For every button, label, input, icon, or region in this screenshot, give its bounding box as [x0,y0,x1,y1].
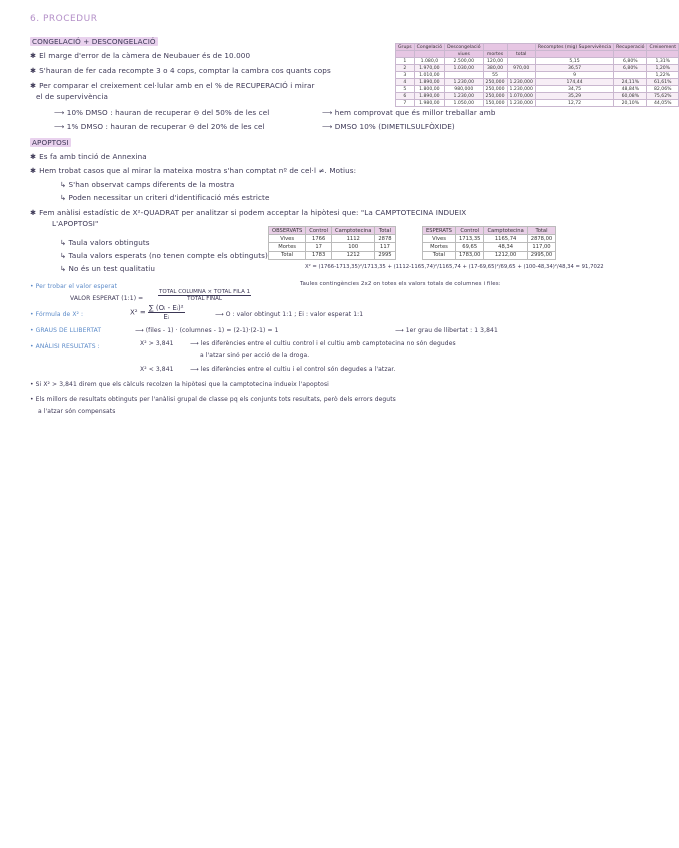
exp-table-cell: Mortes [423,243,456,251]
exp-table-cell: 1713,35 [455,235,483,243]
big-table-cell: 980,000 [445,86,483,93]
table-row [269,235,396,243]
table-row [423,251,556,259]
line-a1: Es fa amb tinció de Annexina [39,152,147,161]
big-table-cell: 1.230,00 [445,79,483,86]
line-l4: 10% DMSO : hauran de recuperar ⊖ del 50% de les cel [66,108,270,117]
big-table-cell [614,72,647,79]
obs-header-cell: Control [306,227,332,235]
line-a2: Hem trobat casos que al mirar la mateixa mostra s'han comptat nº de cel·l ≠. Motius: [39,166,357,175]
big-table-cell: 1.050,00 [445,100,483,107]
line-a13: ANÀLISI RESULTATS : [35,343,100,350]
big-table-cell: 380,00 [483,65,507,72]
obs-table-cell: 100 [332,243,375,251]
big-subheader-cell [535,51,613,58]
exp-header-cell: ESPERATS [423,227,456,235]
big-table-cell: 60,08% [614,93,647,100]
big-table-cell: 82,06% [647,86,679,93]
big-table-cell: 6 [396,93,415,100]
table-row [396,100,679,107]
big-table-cell: 1.800,00 [414,86,444,93]
line-l3: Per comparar el creixement cel·lular amb en el % de RECUPERACIÓ i mirar [39,81,315,90]
line-a13c: les diferències entre el cultiu control i el cultiu amb camptotecina no són degudes [200,340,456,347]
expected-table [422,226,556,260]
big-table-cell: 1.980,00 [414,100,444,107]
line-a11b: O : valor obtingut 1:1 ; Ei : valor esperat 1:1 [225,311,364,318]
big-subheader-cell [614,51,647,58]
big-table-cell: 1.230,000 [507,86,535,93]
big-table-cell: 12,72 [535,100,613,107]
observed-table [268,226,396,260]
table-row [423,243,556,251]
big-table-cell: 75,62% [647,93,679,100]
table-row [396,58,679,65]
exp-header-cell: Camptotecina [484,227,527,235]
big-table-cell: 5,15 [535,58,613,65]
table-row [269,243,396,251]
big-table-cell: 250,000 [483,86,507,93]
obs-table-cell: 1112 [332,235,375,243]
big-table-cell: 1.230,00 [445,93,483,100]
big-table-cell: 3 [396,72,415,79]
big-subheader-cell: total [507,51,535,58]
big-table-cell: 35,29 [535,93,613,100]
exp-table-cell: 117,00 [527,243,555,251]
line-a14: X² < 3,841 [140,366,174,373]
exp-table-cell: 1165,74 [484,235,527,243]
big-table-cell: 1.230,000 [507,79,535,86]
big-table-cell: 1.890,00 [414,93,444,100]
big-subheader-cell: mortes [483,51,507,58]
line-l5: 1% DMSO : hauran de recuperar ⊖ del 20% de les cel [66,122,265,131]
big-subheader-cell [647,51,679,58]
note-contingencies: Taules contingències 2x2 on totes els valors totals de columnes i files: [300,281,501,287]
big-table-cell: 250,000 [483,93,507,100]
big-table-cell: 36,57 [535,65,613,72]
line-l2: S'hauran de fer cada recompte 3 o 4 cops, comptar la cambra cos quants cops [39,66,331,75]
table-row [396,86,679,93]
table-row [396,72,679,79]
big-subheader-cell: viues [445,51,483,58]
table-row [396,65,679,72]
big-table-cell: 120,00 [483,58,507,65]
obs-table-cell: 17 [306,243,332,251]
line-a14b: les diferències entre el cultiu i el control són degudes a l'atzar. [200,366,396,373]
big-table-cell: 970,00 [507,65,535,72]
exp-header-cell: Control [455,227,483,235]
obs-table-cell: 1212 [332,251,375,259]
table-row [423,235,556,243]
big-table-cell [507,58,535,65]
big-table-cell: 9 [535,72,613,79]
big-header-cell [483,44,507,51]
big-table-cell [445,72,483,79]
line-a5b: L'APOPTOSI" [52,219,99,228]
exp-table-cell: 1212,00 [484,251,527,259]
big-subheader-cell [414,51,444,58]
big-header-cell: Descongelació [445,44,483,51]
obs-table-cell: Mortes [269,243,306,251]
line-a3: S'han observat camps diferents de la mostra [68,180,235,189]
exp-table-cell: 1783,00 [455,251,483,259]
line-a16b: a l'atzar són compensats [38,408,116,415]
big-table-cell: 174,44 [535,79,613,86]
table-row [269,251,396,259]
big-table-cell: 250,000 [483,79,507,86]
big-header-cell: Recuperació [614,44,647,51]
line-a10: VALOR ESPERAT (1:1) = [70,295,144,302]
big-table-cell: 20,10% [614,100,647,107]
section-apoptosi: APOPTOSI [32,138,69,147]
obs-table-cell: 2995 [375,251,395,259]
big-table-cell: 1.890,00 [414,79,444,86]
big-table-cell: 150,000 [483,100,507,107]
exp-table-cell: 2878,00 [527,235,555,243]
big-subheader-cell [396,51,415,58]
obs-header-cell: Camptotecina [332,227,375,235]
obs-table-cell: Total [269,251,306,259]
big-table-cell: 6,80% [614,58,647,65]
big-table-cell: 24,11% [614,79,647,86]
line-a13b: X² > 3,841 [140,340,174,347]
line-a8: No és un test qualitatiu [68,264,156,273]
table-row [396,93,679,100]
big-table-cell: 1 [396,58,415,65]
line-a7: Taula valors esperats (no tenen compte els obtinguts) [68,251,268,260]
section-congelacio: CONGELACIÓ + DESCONGELACIÓ [32,37,156,46]
line-l3b: el de supervivència [36,92,108,101]
big-table-cell: 1,31% [647,58,679,65]
a10-denominator: TOTAL FINAL [187,296,223,302]
line-a11: Fórmula de X² : [35,311,84,318]
big-table-cell: 4 [396,79,415,86]
obs-header-cell: OBSERVATS [269,227,306,235]
exp-table-cell: 48,34 [484,243,527,251]
big-header-cell: Creixement [647,44,679,51]
big-table-cell: 61,61% [647,79,679,86]
line-a12b: (files - 1) · (columnes - 1) = (2-1)·(2-1) = 1 [145,327,279,334]
exp-table-cell: 2995,00 [527,251,555,259]
a10-numerator: TOTAL COLUMNA × TOTAL FILA 1 [159,289,251,295]
big-table-cell: 1.230,000 [507,100,535,107]
big-table-cell: 1.010,00 [414,72,444,79]
table-row [396,79,679,86]
line-a5: Fem anàlisi estadístic de X²-QUADRAT per analitzar si podem acceptar la hipòtesi que: "La CAMPTOTECINA INDUEIX [39,208,467,217]
big-table-cell: 5 [396,86,415,93]
big-table-cell: 1.070,000 [507,93,535,100]
line-l4b: hem comprovat que és millor treballar amb [334,108,496,117]
big-header-cell: Congelació [414,44,444,51]
big-table-cell: 1,20% [647,65,679,72]
page-title: 6. PROCEDUR [30,14,98,24]
big-header-cell: Recomptes (mig) Supervivència [535,44,613,51]
big-header-cell [507,44,535,51]
obs-header-cell: Total [375,227,395,235]
obs-table-cell: 1766 [306,235,332,243]
big-table-cell: 1.030,00 [445,65,483,72]
big-table-cell: 34,75 [535,86,613,93]
chi-formula: X² = (1766-1713,35)²/1713,35 + (1112-1165,74)²/1165,74 + (17-69,65)²/69,65 + (100-48,34)²/48,34 = 91,7022 [305,264,604,270]
big-table-cell: 48,84% [614,86,647,93]
big-table-cell: 55 [483,72,507,79]
line-a15: Si X² > 3,841 direm que els càlculs recolzen la hipòtesi que la camptotecina indueix l'apoptosi [35,381,329,388]
big-table-cell: 2 [396,65,415,72]
line-a13d: a l'atzar sinó per acció de la droga. [200,352,310,359]
big-table-cell: 1,22% [647,72,679,79]
big-table-cell: 7 [396,100,415,107]
big-table-cell: 1.080,0 [414,58,444,65]
big-table-cell [507,72,535,79]
big-table-cell: 6,80% [614,65,647,72]
line-a12: GRAUS DE LLIBERTAT [35,327,102,334]
exp-table-cell: Total [423,251,456,259]
exp-table-cell: Vives [423,235,456,243]
obs-table-cell: 1783 [306,251,332,259]
line-a4: Poden necessitar un criteri d'identificació més estricte [68,193,270,202]
line-a9: Per trobar el valor esperat [35,283,118,290]
big-table-cell: 44,05% [647,100,679,107]
obs-table-cell: 117 [375,243,395,251]
big-table-cell: 2.500,00 [445,58,483,65]
obs-table-cell: 2878 [375,235,395,243]
exp-table-cell: 69,65 [455,243,483,251]
line-a16: Els millors de resultats obtinguts per l'anàlisi grupal de classe pq els conjunts tots resultats, però dels errors deguts [35,396,396,403]
line-a6: Taula valors obtinguts [68,238,150,247]
line-l5b: DMSO 10% (DIMETILSULFÒXIDE) [334,122,455,131]
exp-header-cell: Total [527,227,555,235]
line-a12c: 1er grau de llibertat : 1 3,841 [405,327,498,334]
big-header-cell: Grups [396,44,415,51]
line-l1: El marge d'error de la càmera de Neubauer és de 10.000 [39,51,251,60]
obs-table-cell: Vives [269,235,306,243]
big-table-cell: 1.970,00 [414,65,444,72]
results-table [395,43,679,107]
